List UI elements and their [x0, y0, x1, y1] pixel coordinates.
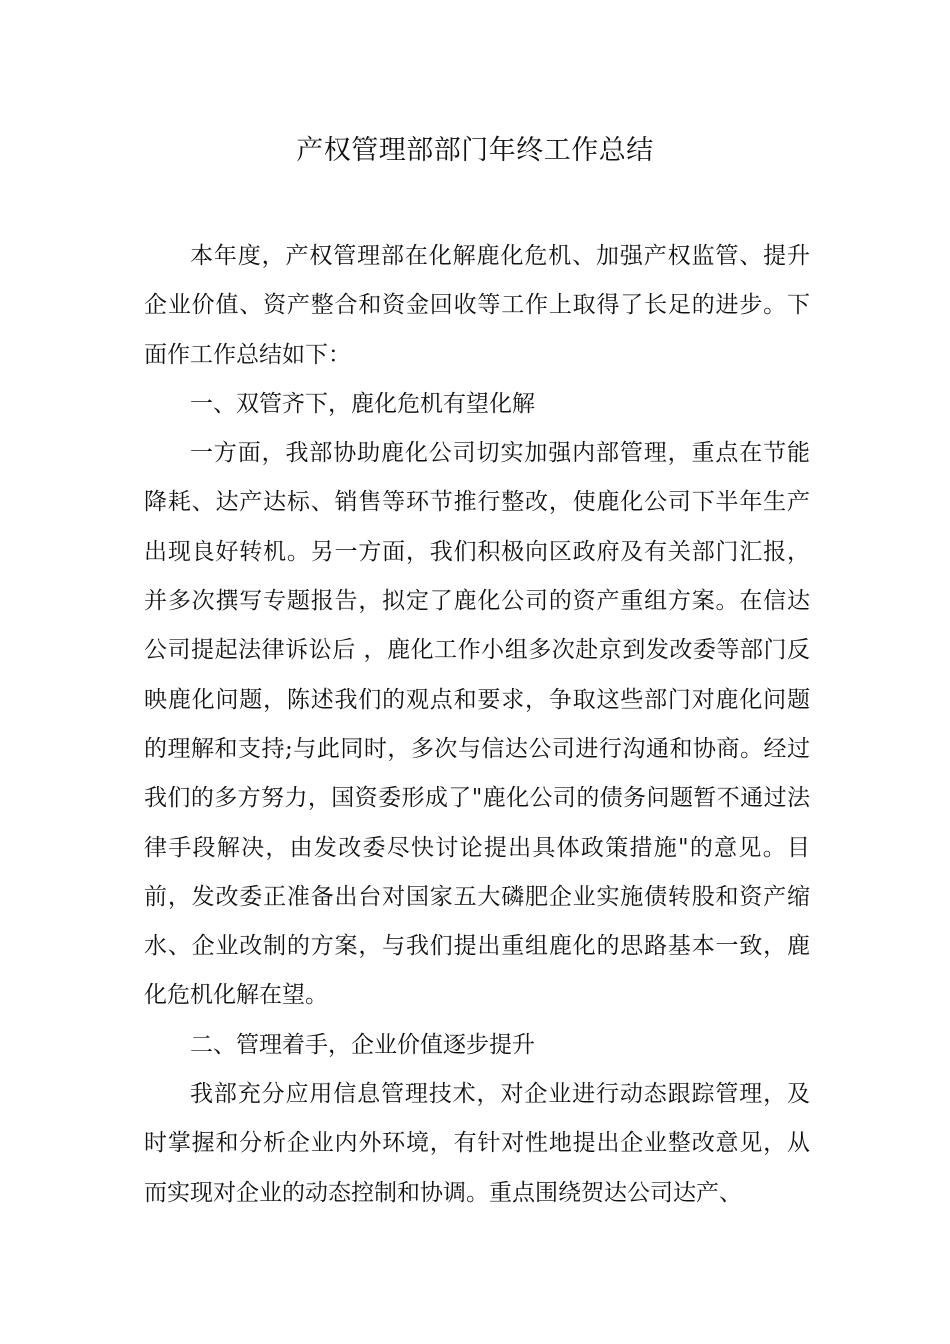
document-title: 产权管理部部门年终工作总结 [296, 135, 654, 166]
section-1-paragraph: 一方面，我部协助鹿化公司切实加强内部管理，重点在节能降耗、达产达标、销售等环节推行整改，使鹿化公司下半年生产出现良好转机。另一方面，我们积极向区政府及有关部门汇报，并多次撰写专题报告，拟定了鹿化公司的资产重组方案。在信达公司提起法律诉讼后 ，鹿化工作小组多次赴京到发改委等部门反映鹿化问题，陈述我们的观点和要求，争取这些部门对鹿化问题的理解和支持;与此同时，多次与信达公司进行沟通和协商。经过我们的多方努力，国资委形成了"鹿化公司的债务问题暂不通过法律手段解决，由发改委尽快讨论提出具体政策措施"的意见。目前，发改委正准备出台对国家五大磷肥企业实施债转股和资产缩水、企业改制的方案，与我们提出重组鹿化的思路基本一致，鹿化危机化解在望。 [144, 440, 810, 1009]
intro-paragraph: 本年度，产权管理部在化解鹿化危机、加强产权监管、提升企业价值、资产整合和资金回收等工作上取得了长足的进步。下面作工作总结如下： [144, 243, 810, 368]
section-heading-1: 一、双管齐下，鹿化危机有望化解 [190, 390, 535, 417]
section-heading-2: 二、管理着手，企业价值逐步提升 [190, 1031, 535, 1058]
document-body [144, 232, 810, 1218]
section-2-paragraph: 我部充分应用信息管理技术，对企业进行动态跟踪管理，及时掌握和分析企业内外环境，有针对性地提出企业整改意见，从而实现对企业的动态控制和协调。重点围绕贺达公司达产、 [144, 1081, 810, 1206]
